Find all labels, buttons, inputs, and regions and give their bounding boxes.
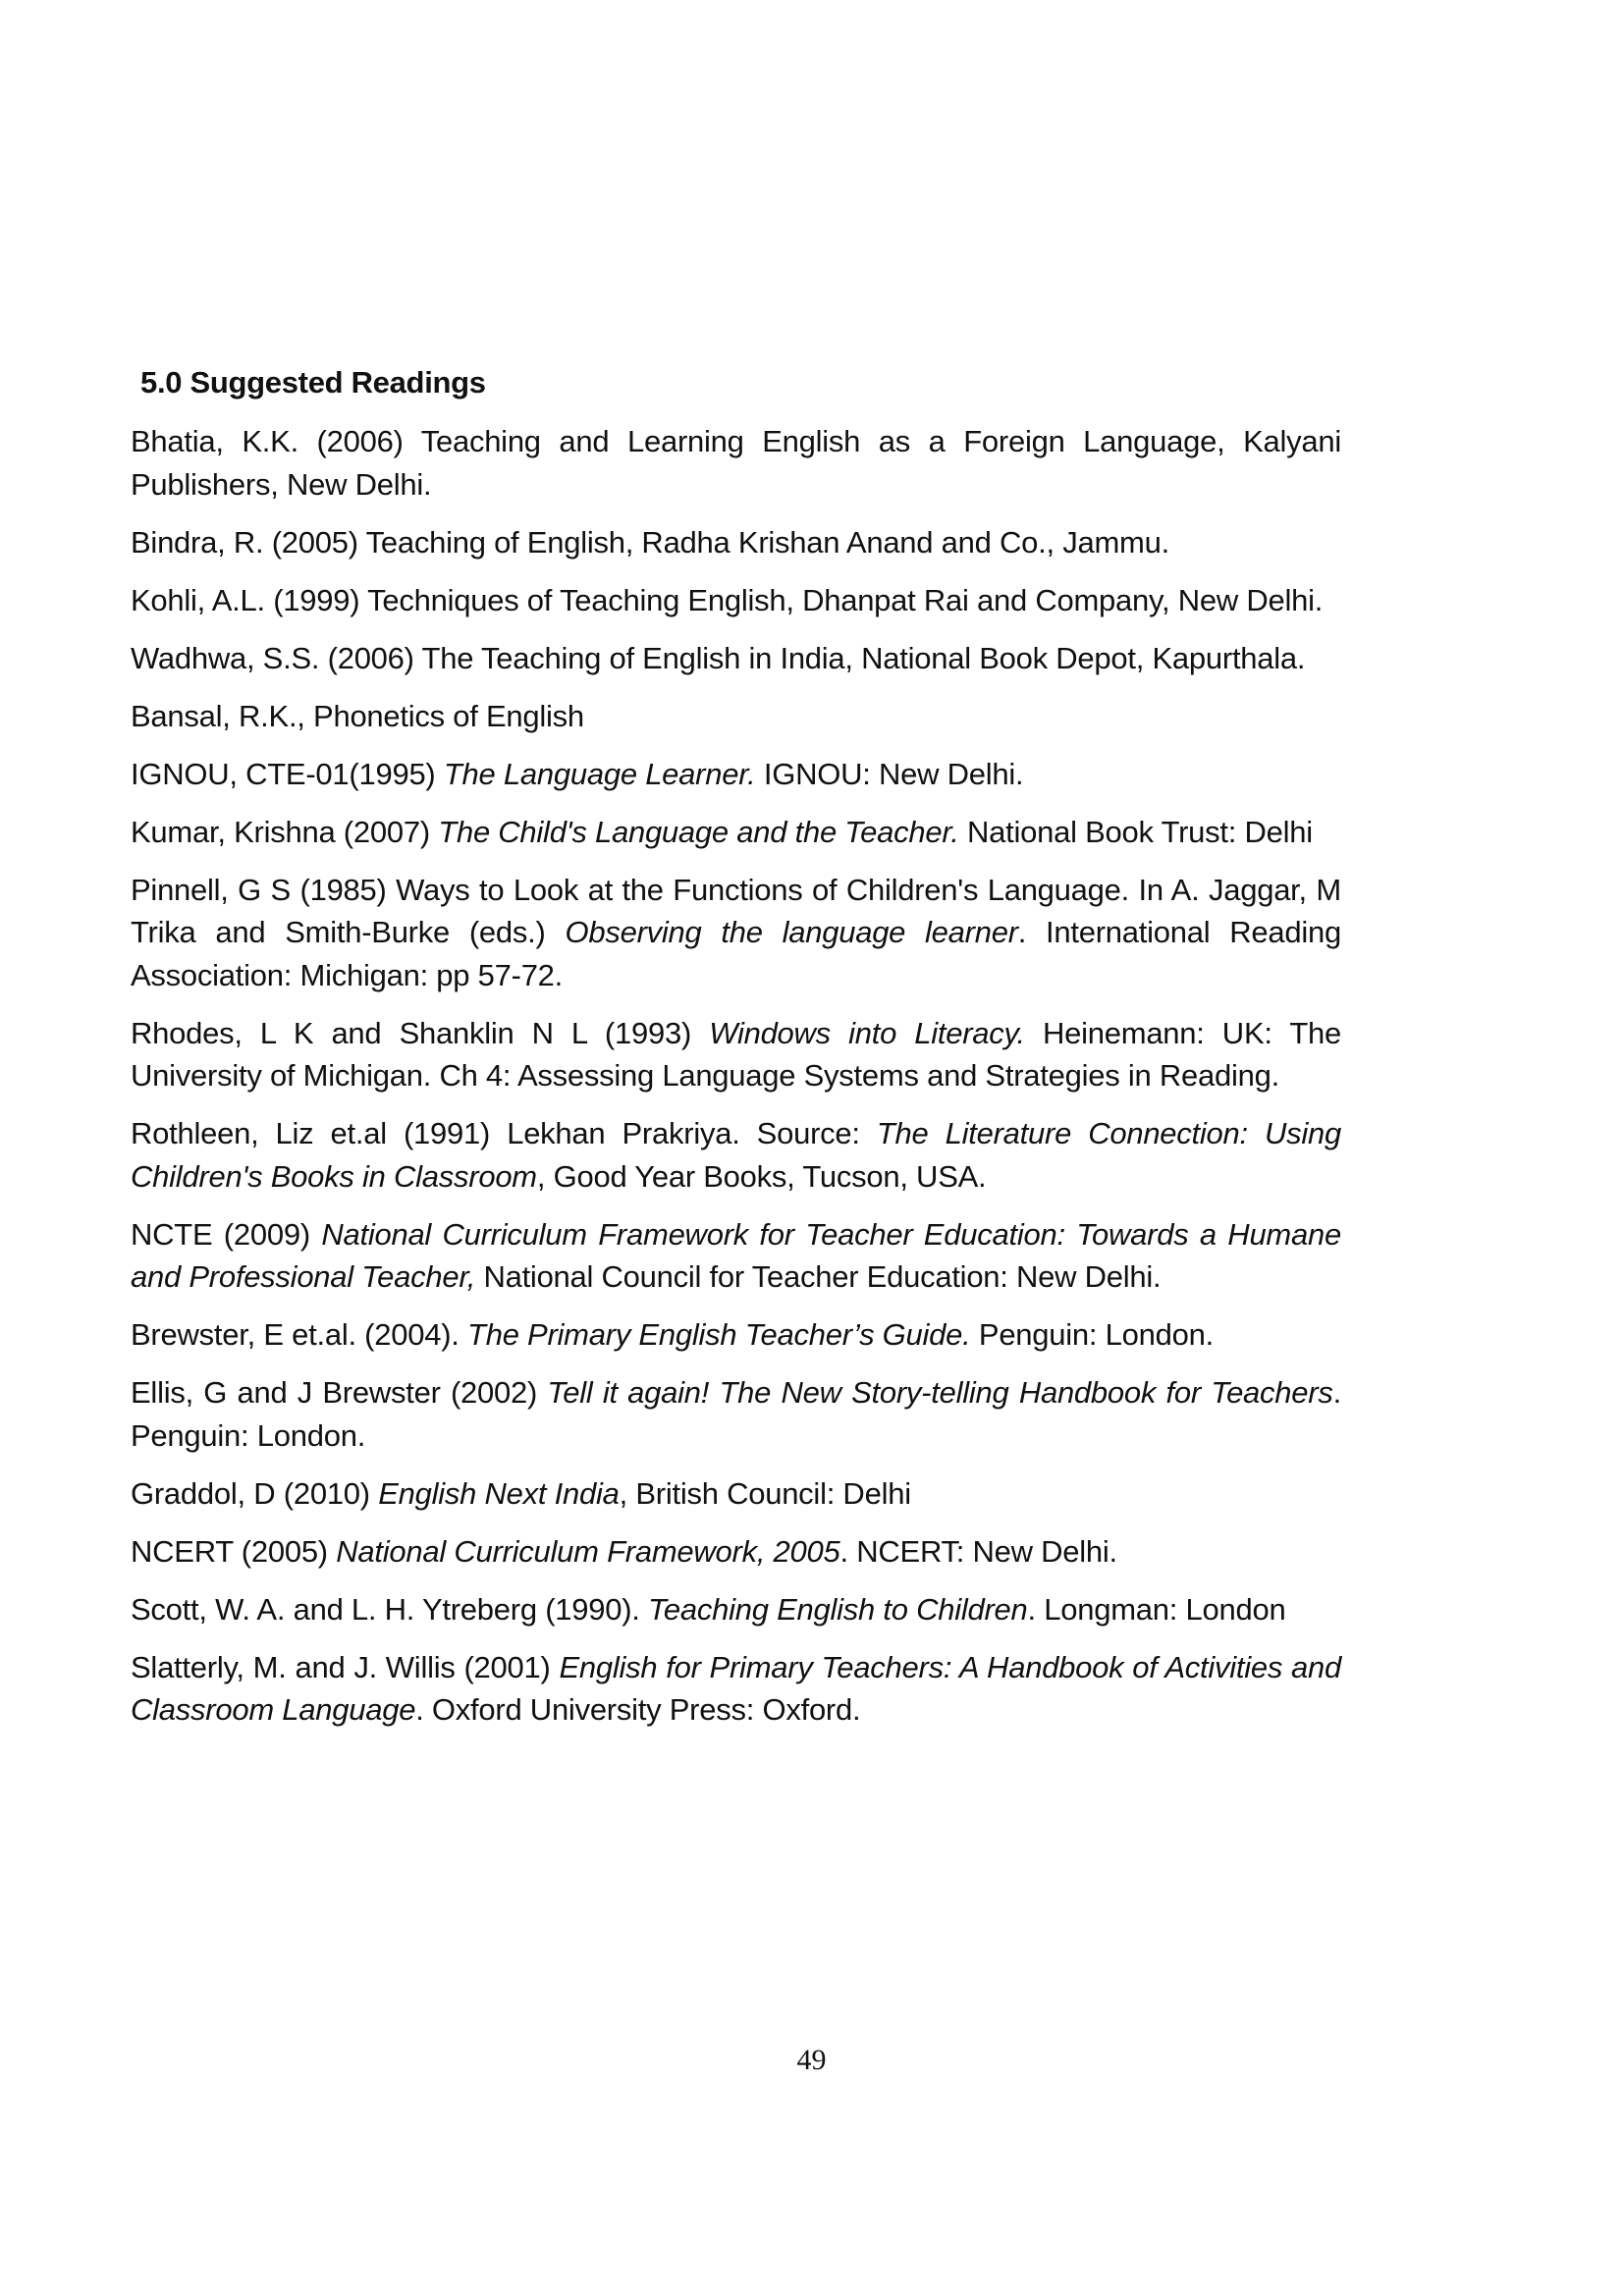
reference-text: Ellis, G and J Brewster (2002) <box>131 1375 548 1410</box>
reference-text: Graddol, D (2010) <box>131 1475 379 1511</box>
reference-title-italic: National Curriculum Framework for Teacher Education: Towards a Humane and Professional Teacher, <box>131 1216 1341 1294</box>
reference-title-italic: The Child's Language and the Teacher. <box>438 814 959 849</box>
reference-text: Slatterly, M. and J. Willis (2001) <box>131 1649 560 1684</box>
reference-title-italic: English Next India <box>378 1475 620 1511</box>
reference-entry <box>131 753 1341 796</box>
reference-title-italic: Tell it again! The New Story-telling Handbook for Teachers <box>547 1375 1333 1410</box>
reference-text: Bindra, R. (2005) Teaching of English, Radha Krishan Anand and Co., Jammu. <box>131 524 1169 560</box>
reference-text: Rhodes, L K and Shanklin N L (1993) <box>131 1015 710 1050</box>
reference-entry <box>131 1012 1341 1097</box>
reference-entry <box>131 420 1341 506</box>
reference-text: Kohli, A.L. (1999) Techniques of Teaching English, Dhanpat Rai and Company, New Delhi. <box>131 582 1324 617</box>
reference-text: Scott, W. A. and L. H. Ytreberg (1990). <box>131 1591 649 1627</box>
reference-text: Bansal, R.K., Phonetics of English <box>131 698 584 733</box>
page-number: 49 <box>796 2044 827 2076</box>
reference-text: . Longman: London <box>1027 1591 1286 1627</box>
reference-text: National Book Trust: Delhi <box>958 814 1313 849</box>
reference-title-italic: The Language Learner. <box>443 756 756 791</box>
reference-title-italic: The Primary English Teacher’s Guide. <box>467 1317 971 1352</box>
reference-text: . International Reading Association: Michigan: pp 57-72. <box>131 915 1341 992</box>
reference-text: , British Council: Delhi <box>619 1475 911 1511</box>
reference-text: , Good Year Books, Tucson, USA. <box>536 1158 987 1194</box>
reference-entry <box>131 1371 1341 1457</box>
reference-entry <box>131 1472 1341 1516</box>
reference-text: NCERT (2005) <box>131 1533 337 1569</box>
reference-text: IGNOU, CTE-01(1995) <box>131 756 444 791</box>
reference-text: . Penguin: London. <box>131 1375 1341 1453</box>
reference-entry <box>131 695 1341 738</box>
reference-text: NCTE (2009) <box>131 1216 322 1252</box>
reference-entry <box>131 869 1341 997</box>
reference-entry <box>131 1313 1341 1357</box>
reference-text: Heinemann: UK: The University of Michigan. Ch 4: Assessing Language Systems and Strategies in Reading. <box>131 1015 1341 1093</box>
reference-entry <box>131 637 1341 680</box>
reference-text: Bhatia, K.K. (2006) Teaching and Learning English as a Foreign Language, Kalyani Publishers, New Delhi. <box>131 424 1341 502</box>
section-heading: 5.0 Suggested Readings <box>140 365 486 400</box>
reference-title-italic: Observing the language learner <box>565 915 1018 949</box>
reference-entry <box>131 521 1341 564</box>
reference-list <box>131 420 1341 1732</box>
reference-title-italic: Teaching English to Children <box>648 1591 1028 1627</box>
reference-title-italic: National Curriculum Framework, 2005 <box>336 1533 840 1569</box>
reference-text: Brewster, E et.al. (2004). <box>131 1317 468 1352</box>
reference-entry <box>131 811 1341 854</box>
reference-text: . Oxford University Press: Oxford. <box>415 1692 861 1727</box>
reference-text: IGNOU: New Delhi. <box>755 756 1024 791</box>
reference-entry <box>131 1588 1341 1631</box>
reference-text: . NCERT: New Delhi. <box>839 1533 1117 1569</box>
reference-entry <box>131 1530 1341 1574</box>
reference-entry <box>131 1646 1341 1732</box>
reference-entry <box>131 1112 1341 1198</box>
reference-text: Wadhwa, S.S. (2006) The Teaching of English in India, National Book Depot, Kapurthala. <box>131 640 1306 675</box>
reference-text: Pinnell, G S (1985) Ways to Look at the Functions of Children's Language. In A. Jaggar, M Trika and Smith-Burke (eds.) <box>131 872 1341 949</box>
reference-title-italic: The Literature Connection: Using Children's Books in Classroom <box>131 1116 1342 1194</box>
reference-text: National Council for Teacher Education: New Delhi. <box>475 1259 1162 1294</box>
reference-title-italic: Windows into Literacy. <box>709 1015 1025 1050</box>
reference-text: Kumar, Krishna (2007) <box>131 814 439 849</box>
reference-entry <box>131 1213 1341 1299</box>
reference-text: Rothleen, Liz et.al (1991) Lekhan Prakriya. Source: <box>131 1116 877 1150</box>
suggested-readings-section <box>131 361 1341 1746</box>
reference-entry <box>131 579 1341 622</box>
reference-text: Penguin: London. <box>970 1317 1214 1352</box>
reference-title-italic: English for Primary Teachers: A Handbook of Activities and Classroom Language <box>131 1649 1341 1727</box>
